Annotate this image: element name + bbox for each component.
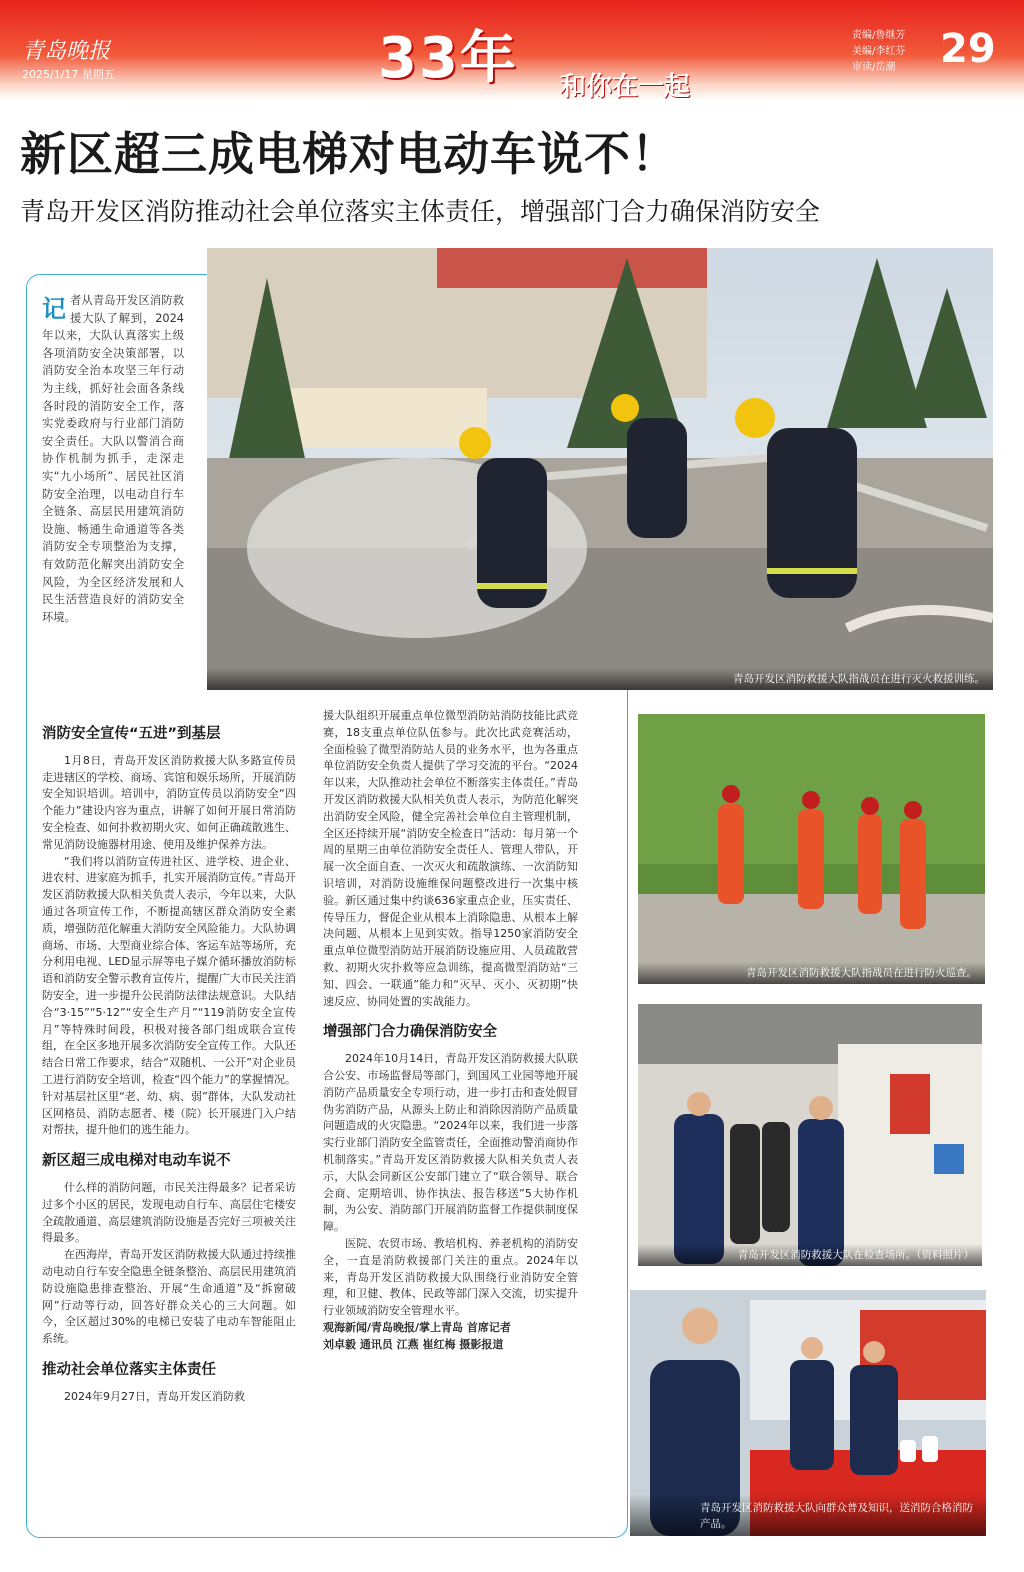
byline: 观海新闻/青岛晚报/掌上青岛 首席记者 bbox=[323, 1320, 511, 1334]
newspaper-logo: 青岛晚报 bbox=[22, 39, 111, 64]
anniversary-slogan: 和你在一起 bbox=[560, 72, 691, 102]
section-heading: 推动社会单位落实主体责任 bbox=[42, 1361, 216, 1378]
fire-patrol-image bbox=[638, 714, 985, 984]
article-subheadline: 青岛开发区消防推动社会单位落实主体责任，增强部门合力确保消防安全 bbox=[20, 197, 821, 226]
byline: 刘卓毅 通讯员 江燕 崔红梅 摄影报道 bbox=[323, 1337, 504, 1351]
inspection-photo bbox=[638, 1004, 982, 1266]
drop-cap: 记 bbox=[42, 295, 66, 323]
article-column-2 bbox=[323, 708, 578, 1353]
paragraph: 2024年10月14日，青岛开发区消防救援大队联合公安、市场监督局等部门，到国风工业园等地开展消防产品质量安全专项行动，进一步打击和查处假冒伪劣消防产品，从源头上防止和消除因消防产品质量问题造成的火灾隐患。“2024年以来，我们进一步落实行业部门消防安全监管责任，全面推动警消商协作机制落实。”青岛开发区消防救援大队相关负责人表示，大队会同新区公安部门建立了“联合领导、联合会商、定期培训、协作执法、报告移送”5大协作机制，为公安、消防部门开展消防监督工作提供制度保障。 bbox=[323, 1052, 578, 1234]
article-headline: 新区超三成电梯对电动车说不！ bbox=[20, 127, 678, 181]
paragraph: 2024年9月27日，青岛开发区消防救 bbox=[64, 1389, 245, 1403]
outreach-photo-caption: 青岛开发区消防救援大队向群众普及知识，送消防合格消防产品。 bbox=[630, 1494, 986, 1536]
section-heading: 消防安全宣传“五进”到基层 bbox=[42, 726, 221, 742]
inspection-photo-caption: 青岛开发区消防救援大队在检查场所。（资料照片） bbox=[638, 1244, 982, 1266]
outreach-photo bbox=[630, 1290, 986, 1536]
masthead-banner bbox=[0, 0, 1024, 100]
section-heading: 新区超三成电梯对电动车说不 bbox=[42, 1153, 231, 1170]
lead-paragraph bbox=[42, 292, 184, 626]
lead-text: 者从青岛开发区消防救援大队了解到，2024年以来，大队认真落实上级各项消防安全决策部署，以消防安全治本攻坚三年行动为主线，抓好社会面各条线各时段的消防安全工作，落实党委政府与行业部门消防安全责任。大队以警消合商协作机制为抓手，走深走实“九小场所”、居民社区消防安全治理，以电动自行车全链条、高层民用建筑消防设施、畅通生命通道等各类消防安全专项整治为支撑，有效防范化解突出消防安全风险，为全区经济发展和人民生活营造良好的消防安全环境。 bbox=[42, 294, 184, 624]
patrol-photo bbox=[638, 714, 985, 984]
editor-credit: 审读/岳潮 bbox=[852, 62, 896, 73]
editor-credit: 责编/鲁继芳 bbox=[852, 30, 906, 41]
section-heading: 增强部门合力确保消防安全 bbox=[323, 1024, 497, 1041]
paragraph: 在西海岸，青岛开发区消防救援大队通过持续推动电动自行车安全隐患全链条整治、高层民用建筑消防设施隐患排查整治、开展“生命通道”及“拆窗破网”行动等行动，回答好群众关心的三大问题。如今，全区超过30%的电梯已安装了电动车智能阻止系统。 bbox=[42, 1248, 296, 1346]
editor-credits bbox=[852, 28, 905, 76]
patrol-photo-caption: 青岛开发区消防救援大队指战员在进行防火巡查。 bbox=[638, 962, 985, 984]
site-inspection-image bbox=[638, 1004, 982, 1266]
page-number: 29 bbox=[940, 26, 996, 72]
paragraph: 医院、农贸市场、教培机构、养老机构的消防安全，一直是消防救援部门关注的重点。2024年以来，青岛开发区消防救援大队围绕行业消防安全管理，和卫健、教体、民政等部门深入交流，切实提升行业领域消防安全管理水平。 bbox=[323, 1236, 578, 1318]
main-photo bbox=[207, 248, 993, 690]
paragraph: “我们将以消防宣传进社区、进学校、进企业、进农村、进家庭为抓手，扎实开展消防宣传。”青岛开发区消防救援大队相关负责人表示，今年以来，大队通过各项宣传工作，不断提高辖区群众消防安全素质，增强防范化解重大消防安全风险能力。大队协调商场、市场、大型商业综合体、客运车站等场所，充分利用电视、LED显示屏等电子媒介循环播放消防标语和消防安全警示教育宣传片，提醒广大市民关注消防安全，进一步提升公民消防法律法规意识。大队结合“3·15”“5·12”“安全生产月”“119消防安全宣传月”等特殊时间段，积极对接各部门组成联合宣传组，在全区多地开展多次消防安全宣传工作。大队还结合日常工作要求，结合“双随机、一公开”对企业员工进行消防安全培训，检查“四个能力”的掌握情况。针对基层社区里“老、幼、病、弱”群体，大队发动社区网格员、消防志愿者、楼（院）长开展进门入户结对帮扶，提升他们的逃生能力。 bbox=[42, 854, 296, 1137]
article-column-1 bbox=[42, 712, 296, 1405]
firefighter-training-image bbox=[207, 248, 993, 690]
main-photo-caption: 青岛开发区消防救援大队指战员在进行灭火救援训练。 bbox=[207, 668, 993, 690]
paragraph: 援大队组织开展重点单位微型消防站消防技能比武竞赛，18支重点单位队伍参与。此次比武竞赛活动，全面检验了微型消防站人员的业务水平，也为各重点单位消防安全负责人提供了学习交流的平台。“2024年以来，大队推动社会单位不断落实主体责任。”青岛开发区消防救援大队相关负责人表示，为防范化解突出消防安全风险，健全完善社会单位自主管理机制，全区还持续开展“消防安全检查日”活动：每月第一个周的星期三由单位消防安全责任人、管理人带队，开展一次全面自查、一次灭火和疏散演练、一次消防知识培训，对消防设施维保问题整改进行一次集中核验。新区通过集中约谈636家重点企业，压实责任、传导压力，督促企业从根本上消除隐患、从根本上解决问题、从根本上见到实效。指导1250家消防安全重点单位微型消防站开展消防设施应用、人员疏散营救、初期火灾扑救等应急训练，提高微型消防站“三知、四会、一联通”能力和“灭早、灭小、灭初期”快速反应、协同处置的实战能力。 bbox=[323, 709, 578, 1008]
anniversary-title: 33年 bbox=[378, 26, 518, 91]
issue-date: 2025/1/17 星期五 bbox=[22, 68, 115, 81]
editor-credit: 美编/李红芬 bbox=[852, 46, 906, 57]
paragraph: 1月8日，青岛开发区消防救援大队多路宣传员走进辖区的学校、商场、宾馆和娱乐场所，开展消防安全知识培训。培训中，消防宣传员以消防安全“四个能力”建设内容为重点，讲解了如何开展日常消防安全检查、如何扑救初期火灾、如何正确疏散逃生、常见消防设施器材用途、使用及维护保养方法。 bbox=[42, 753, 296, 851]
paragraph: 什么样的消防问题，市民关注得最多？记者采访过多个小区的居民，发现电动自行车、高层住宅楼安全疏散通道、高层建筑消防设施是否完好三项被关注得最多。 bbox=[42, 1180, 296, 1245]
